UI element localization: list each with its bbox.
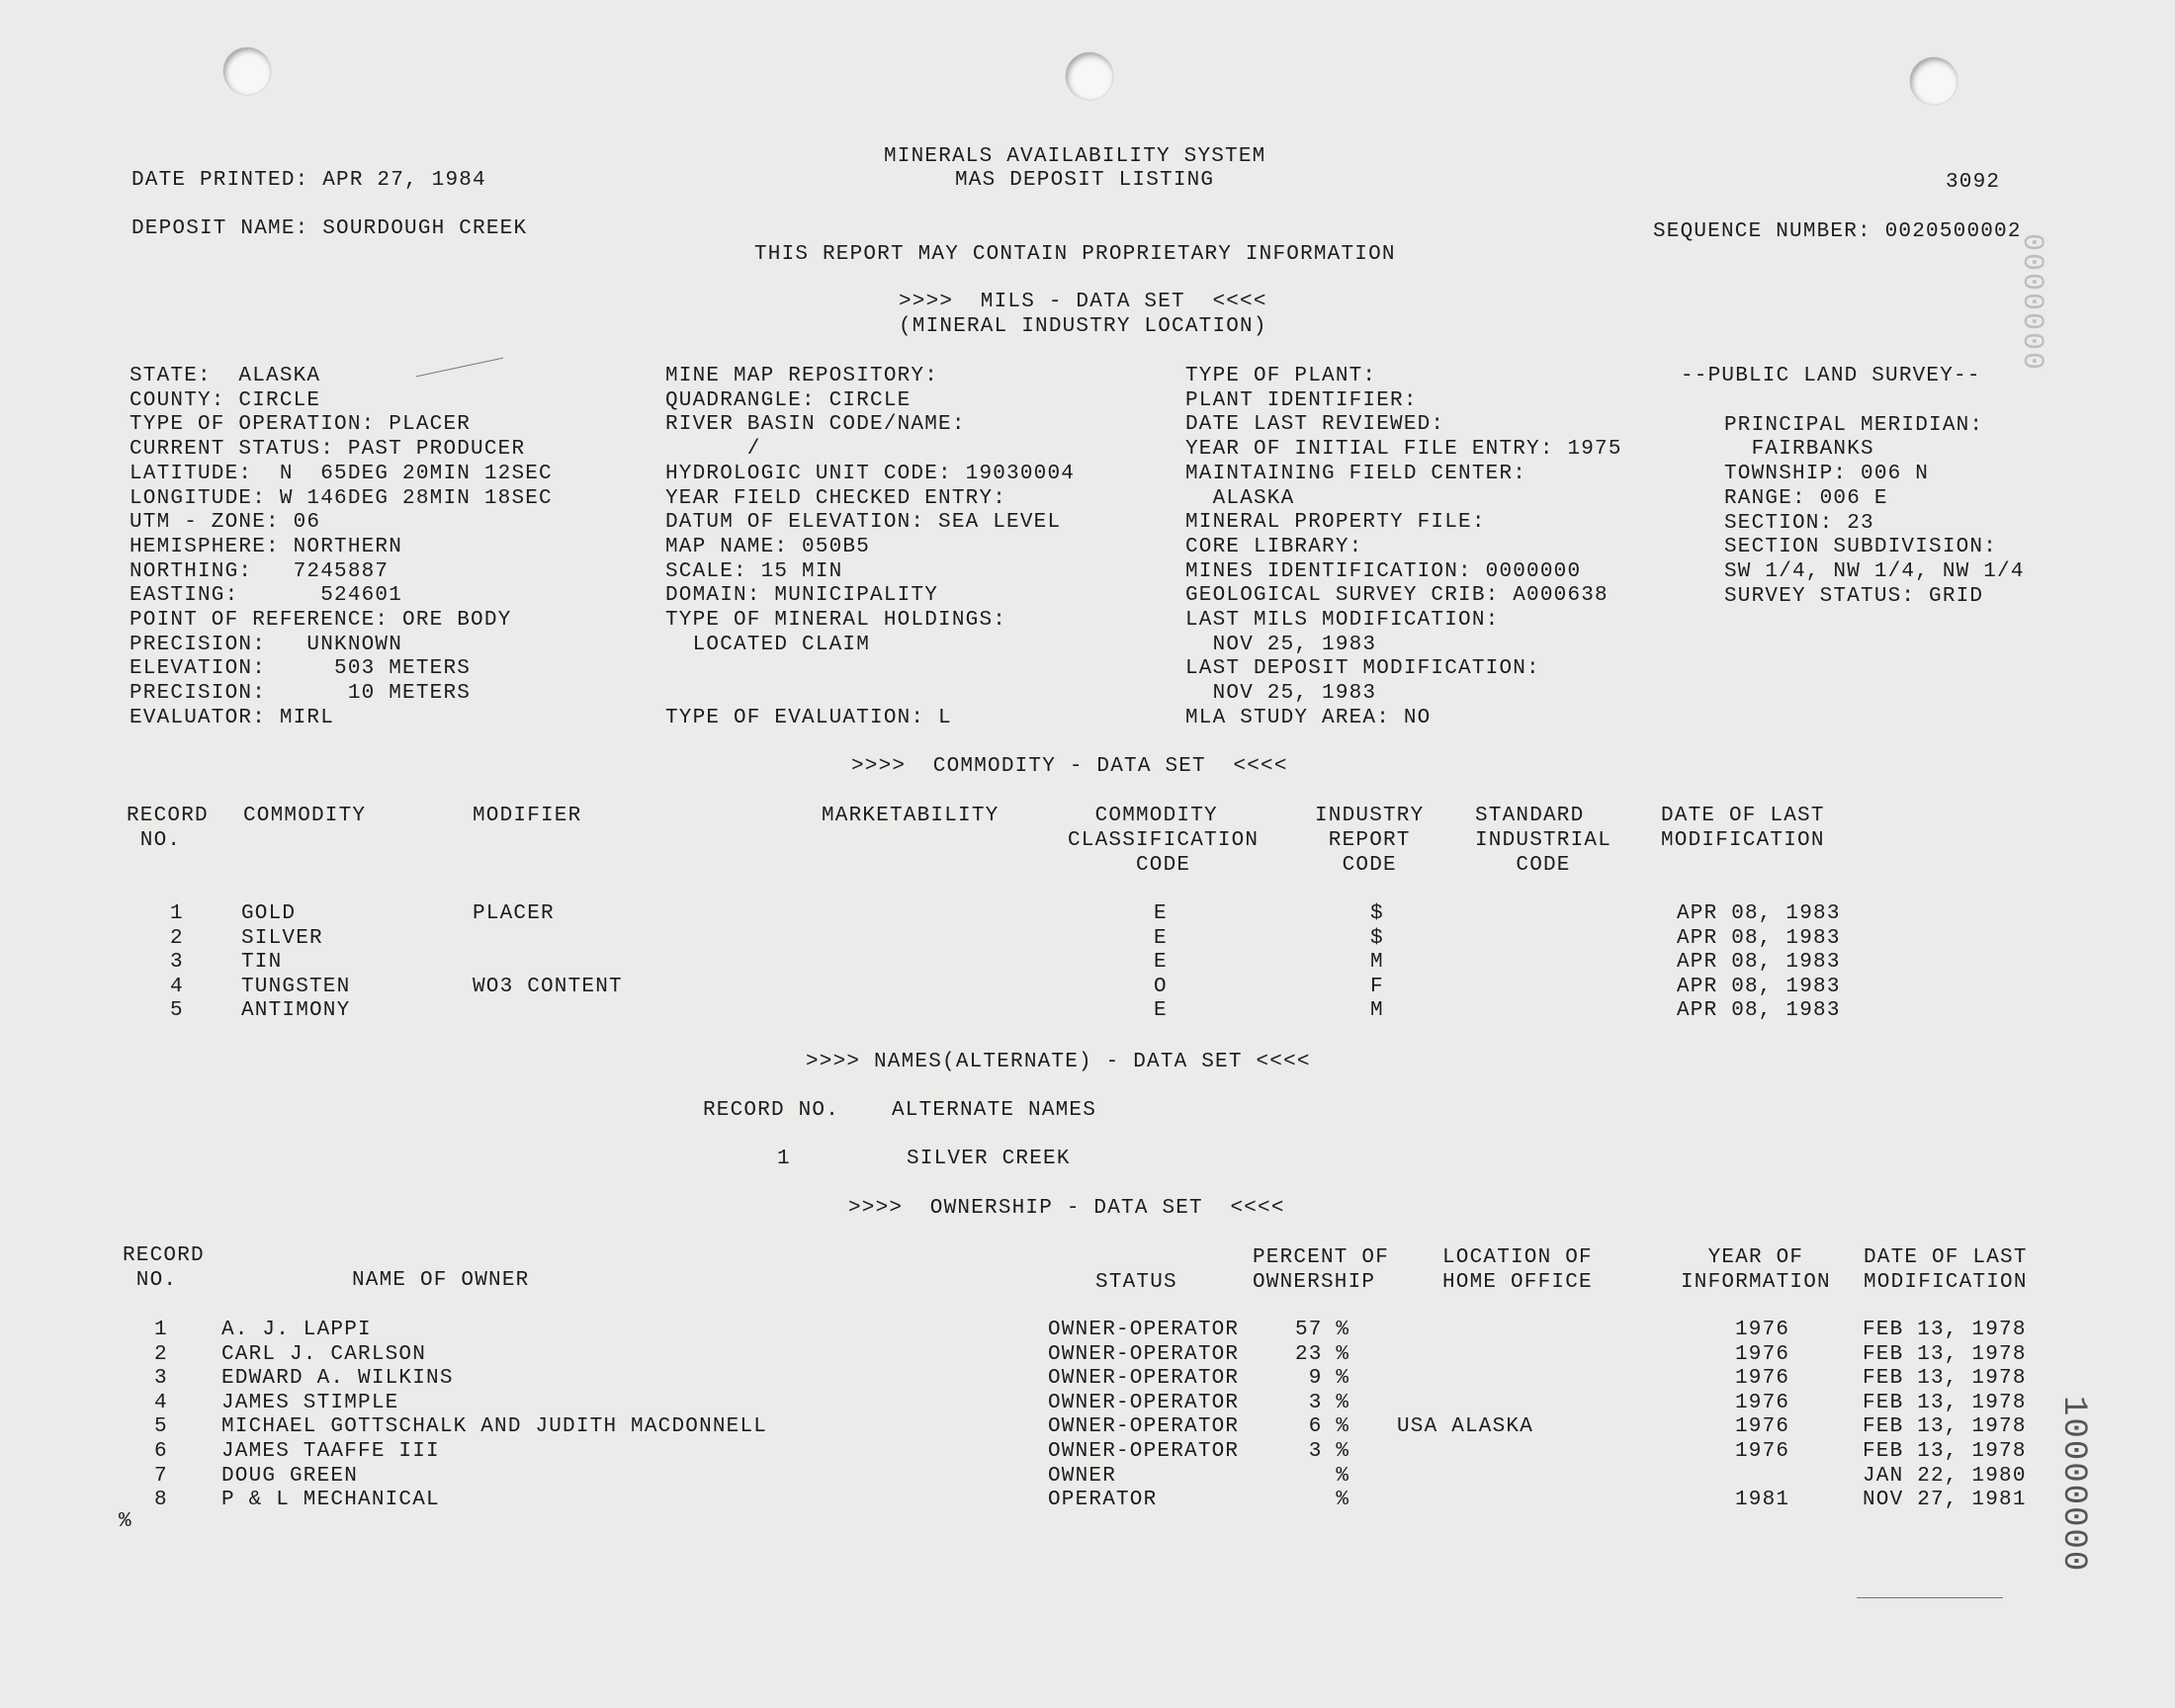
mils-field: PRECISION: UNKNOWN (130, 633, 403, 656)
mils-field: PRECISION: 10 METERS (130, 682, 472, 706)
ownership-heading: >>>> OWNERSHIP - DATA SET <<<< (848, 1197, 1285, 1220)
commodity-record-no: 3 (170, 951, 184, 975)
owner-name: MICHAEL GOTTSCHALK AND JUDITH MACDONNELL (221, 1415, 768, 1439)
owner-home-office: USA ALASKA (1397, 1415, 1534, 1439)
mils-field: GEOLOGICAL SURVEY CRIB: A000638 (1185, 584, 1609, 608)
signature-line (1857, 1597, 2003, 1598)
mils-field: EVALUATOR: MIRL (130, 706, 335, 729)
owner-record-no: 8 (154, 1489, 168, 1512)
public-land-survey-field: TOWNSHIP: 006 N (1724, 463, 1930, 486)
deposit-name: DEPOSIT NAME: SOURDOUGH CREEK (131, 217, 528, 240)
mils-field: DATE LAST REVIEWED: (1185, 413, 1445, 437)
owner-percent: 3 % (1295, 1391, 1350, 1414)
owner-year-of-information: 1976 (1735, 1319, 1790, 1341)
owner-percent: 9 % (1295, 1367, 1350, 1391)
public-land-survey-field: PRINCIPAL MERIDIAN: (1724, 413, 1984, 437)
commodity-date-modified: APR 08, 1983 (1677, 999, 1841, 1023)
mils-field: DATUM OF ELEVATION: SEA LEVEL (665, 511, 1062, 535)
owner-record-no: 6 (154, 1440, 168, 1463)
owner-percent: 6 % (1295, 1415, 1350, 1439)
commodity-header-industry: INDUSTRY REPORT CODE (1315, 805, 1425, 877)
punch-hole-center (1066, 52, 1113, 100)
commodity-name: ANTIMONY (241, 999, 351, 1023)
owner-percent: 23 % (1295, 1342, 1350, 1366)
faint-stamp-numbers: 0000000 (2015, 233, 2048, 373)
owner-percent: % (1295, 1489, 1350, 1512)
mils-field: TYPE OF EVALUATION: L (665, 706, 952, 729)
mils-heading: >>>> MILS - DATA SET <<<< (899, 291, 1267, 313)
owner-year-of-information: 1976 (1735, 1391, 1790, 1414)
owner-record-no: 1 (154, 1319, 168, 1341)
mils-field: LAST MILS MODIFICATION: (1185, 609, 1500, 632)
commodity-header-sic: STANDARD INDUSTRIAL CODE (1475, 805, 1612, 877)
owner-percent: 3 % (1295, 1440, 1350, 1463)
owner-status: OWNER (1048, 1464, 1117, 1488)
pencil-mark (416, 358, 503, 378)
public-land-survey-field: RANGE: 006 E (1724, 486, 1888, 510)
punch-hole-left (223, 47, 271, 95)
commodity-name: GOLD (241, 902, 297, 925)
commodity-classification-code: O (1154, 975, 1168, 998)
owner-name: JAMES TAAFFE III (221, 1440, 440, 1463)
owner-date-modified: FEB 13, 1978 (1863, 1319, 2027, 1341)
owner-record-no: 3 (154, 1367, 168, 1391)
mils-field: MINES IDENTIFICATION: 0000000 (1185, 559, 1582, 583)
mils-field: TYPE OF OPERATION: PLACER (130, 413, 472, 437)
commodity-modifier: PLACER (473, 902, 555, 925)
commodity-date-modified: APR 08, 1983 (1677, 926, 1841, 950)
commodity-classification-code: E (1154, 902, 1168, 925)
owner-record-no: 7 (154, 1464, 168, 1488)
mils-subheading: (MINERAL INDUSTRY LOCATION) (899, 315, 1267, 338)
public-land-survey-field: FAIRBANKS (1724, 438, 1874, 462)
owner-date-modified: JAN 22, 1980 (1863, 1464, 2027, 1488)
ownership-header-location: LOCATION OF HOME OFFICE (1442, 1246, 1593, 1294)
owner-percent: 57 % (1295, 1319, 1350, 1341)
mils-field: COUNTY: CIRCLE (130, 388, 321, 412)
ownership-header-status: STATUS (1095, 1271, 1177, 1294)
mils-field: UTM - ZONE: 06 (130, 511, 321, 535)
commodity-name: SILVER (241, 926, 323, 950)
owner-record-no: 5 (154, 1415, 168, 1439)
owner-date-modified: FEB 13, 1978 (1863, 1415, 2027, 1439)
public-land-survey-field: SECTION: 23 (1724, 511, 1874, 535)
owner-date-modified: FEB 13, 1978 (1863, 1391, 2027, 1414)
commodity-header-modifier: MODIFIER (473, 805, 582, 827)
commodity-industry-report-code: M (1370, 999, 1384, 1023)
mils-field: LONGITUDE: W 146DEG 28MIN 18SEC (130, 486, 553, 510)
owner-date-modified: NOV 27, 1981 (1863, 1489, 2027, 1512)
date-printed: DATE PRINTED: APR 27, 1984 (131, 169, 486, 192)
owner-date-modified: FEB 13, 1978 (1863, 1440, 2027, 1463)
mils-field: TYPE OF PLANT: (1185, 365, 1377, 387)
mils-field: QUADRANGLE: CIRCLE (665, 388, 912, 412)
owner-name: A. J. LAPPI (221, 1319, 372, 1341)
mils-field: TYPE OF MINERAL HOLDINGS: (665, 609, 1007, 632)
public-land-survey-field: SURVEY STATUS: GRID (1724, 584, 1984, 608)
commodity-record-no: 4 (170, 975, 184, 998)
mils-field: PLANT IDENTIFIER: (1185, 388, 1418, 412)
commodity-record-no: 5 (170, 999, 184, 1023)
mils-field: ALASKA (1185, 486, 1295, 510)
mils-field: NOV 25, 1983 (1185, 633, 1377, 656)
owner-year-of-information: 1976 (1735, 1342, 1790, 1366)
mils-field: NORTHING: 7245887 (130, 559, 390, 583)
owner-status: OWNER-OPERATOR (1048, 1391, 1240, 1414)
owner-status: OWNER-OPERATOR (1048, 1415, 1240, 1439)
mils-field: CURRENT STATUS: PAST PRODUCER (130, 438, 526, 462)
mils-field: MINE MAP REPOSITORY: (665, 365, 939, 387)
mils-field: MAP NAME: 050B5 (665, 535, 871, 558)
commodity-classification-code: E (1154, 999, 1168, 1023)
commodity-classification-code: E (1154, 951, 1168, 975)
commodity-record-no: 2 (170, 926, 184, 950)
commodity-header-record: RECORD NO. (127, 805, 209, 852)
mils-field: POINT OF REFERENCE: ORE BODY (130, 609, 512, 632)
ownership-header-date: DATE OF LAST MODIFICATION (1864, 1246, 2028, 1294)
ownership-header-percent: PERCENT OF OWNERSHIP (1253, 1246, 1390, 1294)
mils-field: YEAR OF INITIAL FILE ENTRY: 1975 (1185, 438, 1622, 462)
page-number: 3092 (1946, 171, 2001, 194)
owner-name: DOUG GREEN (221, 1464, 359, 1488)
commodity-name: TIN (241, 951, 283, 975)
proprietary-notice: THIS REPORT MAY CONTAIN PROPRIETARY INFORMATION (754, 243, 1396, 266)
mils-field: HYDROLOGIC UNIT CODE: 19030004 (665, 462, 1076, 485)
owner-status: OPERATOR (1048, 1489, 1158, 1512)
mils-field: SCALE: 15 MIN (665, 559, 843, 583)
mils-field: DOMAIN: MUNICIPALITY (665, 584, 939, 608)
owner-record-no: 4 (154, 1391, 168, 1414)
mils-field: MINERAL PROPERTY FILE: (1185, 511, 1486, 535)
commodity-date-modified: APR 08, 1983 (1677, 902, 1841, 925)
owner-name: EDWARD A. WILKINS (221, 1367, 454, 1391)
owner-status: OWNER-OPERATOR (1048, 1440, 1240, 1463)
names-row-no: 1 (777, 1148, 791, 1170)
mils-field: STATE: ALASKA (130, 365, 321, 387)
listing-title: MAS DEPOSIT LISTING (955, 169, 1215, 192)
owner-status: OWNER-OPERATOR (1048, 1342, 1240, 1366)
owner-percent: % (1295, 1464, 1350, 1488)
owner-name: P & L MECHANICAL (221, 1489, 440, 1512)
commodity-classification-code: E (1154, 926, 1168, 950)
owner-date-modified: FEB 13, 1978 (1863, 1367, 2027, 1391)
commodity-heading: >>>> COMMODITY - DATA SET <<<< (851, 755, 1288, 778)
commodity-header-date: DATE OF LAST MODIFICATION (1661, 805, 1825, 852)
owner-date-modified: FEB 13, 1978 (1863, 1342, 2027, 1366)
commodity-header-classification: COMMODITY CLASSIFICATION CODE (1068, 805, 1260, 877)
commodity-industry-report-code: F (1370, 975, 1384, 998)
commodity-date-modified: APR 08, 1983 (1677, 975, 1841, 998)
mils-field: EASTING: 524601 (130, 584, 403, 608)
public-land-survey-field: SW 1/4, NW 1/4, NW 1/4 (1724, 559, 2025, 583)
mils-field: LAST DEPOSIT MODIFICATION: (1185, 657, 1540, 681)
owner-record-no: 2 (154, 1342, 168, 1366)
commodity-industry-report-code: M (1370, 951, 1384, 975)
ownership-header-name: NAME OF OWNER (352, 1269, 530, 1292)
commodity-record-no: 1 (170, 902, 184, 925)
owner-year-of-information: 1981 (1735, 1489, 1790, 1512)
names-header-record: RECORD NO. (703, 1099, 840, 1122)
owner-status: OWNER-OPERATOR (1048, 1319, 1240, 1341)
names-row-name: SILVER CREEK (907, 1148, 1071, 1170)
mils-field: CORE LIBRARY: (1185, 535, 1363, 558)
sequence-number: SEQUENCE NUMBER: 0020500002 (1653, 220, 2022, 243)
owner-year-of-information: 1976 (1735, 1367, 1790, 1391)
commodity-modifier: WO3 CONTENT (473, 975, 623, 998)
mils-field: HEMISPHERE: NORTHERN (130, 535, 403, 558)
mils-field: RIVER BASIN CODE/NAME: (665, 413, 966, 437)
stamped-sequence-numbers: 10000000 (2054, 1396, 2092, 1574)
commodity-industry-report-code: $ (1370, 926, 1384, 950)
mils-field: LATITUDE: N 65DEG 20MIN 12SEC (130, 462, 553, 485)
mils-field: ELEVATION: 503 METERS (130, 657, 472, 681)
mils-field: NOV 25, 1983 (1185, 682, 1377, 706)
punch-hole-right (1910, 57, 1958, 105)
mils-field: LOCATED CLAIM (665, 633, 871, 656)
commodity-header-marketability: MARKETABILITY (822, 805, 1000, 827)
commodity-name: TUNGSTEN (241, 975, 351, 998)
mils-field: MLA STUDY AREA: NO (1185, 706, 1432, 729)
owner-status: OWNER-OPERATOR (1048, 1367, 1240, 1391)
ownership-header-year: YEAR OF INFORMATION (1681, 1246, 1831, 1294)
public-land-survey-field: SECTION SUBDIVISION: (1724, 536, 1998, 559)
names-header-alternate: ALTERNATE NAMES (892, 1099, 1097, 1122)
commodity-industry-report-code: $ (1370, 902, 1384, 925)
commodity-header-commodity: COMMODITY (243, 805, 367, 827)
owner-year-of-information: 1976 (1735, 1415, 1790, 1439)
system-title: MINERALS AVAILABILITY SYSTEM (884, 145, 1266, 168)
ownership-header-record: RECORD NO. (123, 1244, 205, 1292)
owner-year-of-information: 1976 (1735, 1440, 1790, 1463)
mils-field: / (665, 438, 761, 462)
owner-name: CARL J. CARLSON (221, 1342, 427, 1366)
names-heading: >>>> NAMES(ALTERNATE) - DATA SET <<<< (806, 1051, 1311, 1073)
commodity-date-modified: APR 08, 1983 (1677, 951, 1841, 975)
public-land-survey-title: --PUBLIC LAND SURVEY-- (1681, 365, 1981, 387)
mils-field: MAINTAINING FIELD CENTER: (1185, 462, 1527, 485)
trailing-percent: % (119, 1510, 132, 1533)
owner-name: JAMES STIMPLE (221, 1391, 399, 1414)
mils-field: YEAR FIELD CHECKED ENTRY: (665, 486, 1007, 510)
